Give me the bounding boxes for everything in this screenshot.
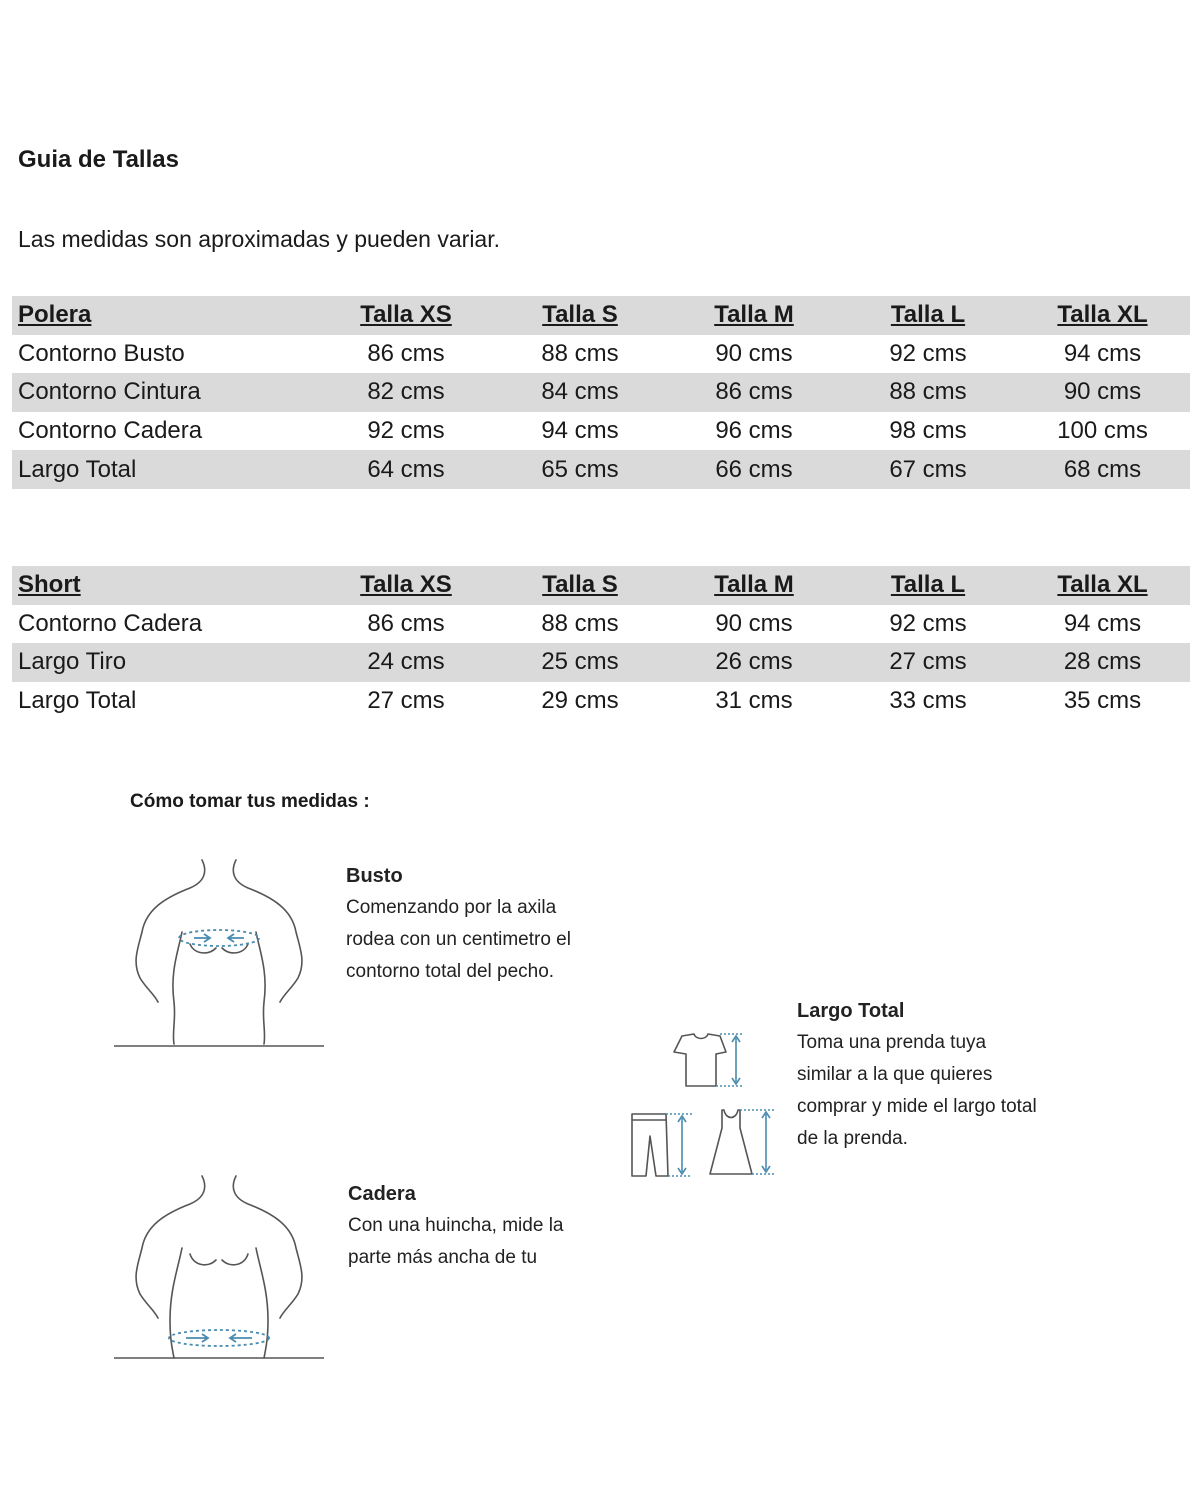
header-cell: Talla XS (319, 296, 493, 335)
largo-instructions (797, 995, 1037, 1155)
header-cell: Talla L (841, 296, 1015, 335)
header-cell: Talla XL (1015, 296, 1190, 335)
table-cell: 88 cms (541, 609, 619, 637)
row-label: Contorno Cadera (18, 609, 203, 637)
largo-line: similar a la que quieres (797, 1064, 993, 1085)
header-cell: Talla S (493, 296, 667, 335)
table-cell: 96 cms (715, 417, 793, 445)
table-row (12, 335, 1190, 374)
page-title: Guia de Tallas (18, 146, 179, 173)
header-cell: Short (12, 566, 319, 605)
table-cell: 64 cms (319, 450, 493, 489)
table-cell: 86 cms (667, 373, 841, 412)
table-row (12, 412, 1190, 451)
table-cell: 100 cms (1057, 417, 1148, 445)
busto-line: rodea con un centimetro el (346, 929, 571, 950)
table-row (12, 605, 1190, 644)
header-cell: Talla S (493, 566, 667, 605)
table-cell: 28 cms (1015, 643, 1190, 682)
header-cell: Polera (12, 296, 319, 335)
table-cell: 27 cms (841, 643, 1015, 682)
row-label: Contorno Cintura (12, 373, 319, 412)
torso-bust-icon (112, 852, 326, 1048)
table-cell: 90 cms (715, 339, 793, 367)
cadera-instructions (348, 1178, 563, 1274)
table-cell: 94 cms (1063, 339, 1142, 367)
table-cell: 29 cms (541, 687, 619, 715)
table-cell: 98 cms (889, 417, 967, 445)
table-cell: 90 cms (1015, 373, 1190, 412)
busto-instructions (346, 860, 571, 988)
table-cell: 33 cms (889, 687, 967, 715)
table-cell: 92 cms (367, 417, 445, 445)
table-cell: 31 cms (715, 687, 793, 715)
table-header-row (12, 566, 1190, 605)
polera-size-table (12, 296, 1190, 489)
row-label: Largo Tiro (12, 643, 319, 682)
header-cell: Talla L (841, 566, 1015, 605)
table-cell: 25 cms (493, 643, 667, 682)
table-cell: 27 cms (367, 687, 445, 715)
table-cell: 68 cms (1015, 450, 1190, 489)
page-subtitle: Las medidas son aproximadas y pueden variar. (18, 226, 501, 252)
largo-heading: Largo Total (797, 1000, 905, 1022)
table-cell: 90 cms (715, 609, 793, 637)
cadera-line: parte más ancha de tu (348, 1247, 538, 1268)
busto-heading: Busto (346, 865, 403, 887)
table-cell: 86 cms (367, 339, 445, 367)
table-cell: 92 cms (889, 339, 967, 367)
table-cell: 65 cms (493, 450, 667, 489)
table-cell: 24 cms (319, 643, 493, 682)
header-cell: Talla M (667, 296, 841, 335)
table-cell: 82 cms (319, 373, 493, 412)
table-row (12, 643, 1190, 682)
row-label: Contorno Cadera (18, 417, 203, 445)
row-label: Contorno Busto (18, 339, 185, 367)
table-cell: 88 cms (841, 373, 1015, 412)
table-cell: 94 cms (541, 417, 619, 445)
table-row (12, 682, 1190, 721)
table-cell: 35 cms (1063, 687, 1142, 715)
row-label: Largo Total (12, 450, 319, 489)
table-row (12, 373, 1190, 412)
pants-icon (626, 1110, 696, 1180)
table-row (12, 450, 1190, 489)
cadera-heading: Cadera (348, 1183, 416, 1205)
header-cell: Talla XL (1015, 566, 1190, 605)
largo-line: comprar y mide el largo total (797, 1096, 1037, 1117)
torso-hip-icon (112, 1170, 326, 1362)
table-cell: 88 cms (541, 339, 619, 367)
dress-icon (706, 1106, 778, 1180)
busto-line: Comenzando por la axila (346, 897, 557, 918)
header-cell: Talla M (667, 566, 841, 605)
table-cell: 67 cms (841, 450, 1015, 489)
table-cell: 84 cms (493, 373, 667, 412)
table-cell: 94 cms (1063, 609, 1142, 637)
largo-line: Toma una prenda tuya (797, 1032, 987, 1053)
table-cell: 26 cms (667, 643, 841, 682)
busto-line: contorno total del pecho. (346, 961, 555, 982)
howto-title: Cómo tomar tus medidas : (130, 791, 370, 812)
tshirt-icon (666, 1030, 746, 1090)
row-label: Largo Total (18, 687, 137, 715)
header-cell: Talla XS (319, 566, 493, 605)
table-cell: 86 cms (367, 609, 445, 637)
table-cell: 92 cms (889, 609, 967, 637)
table-header-row (12, 296, 1190, 335)
table-cell: 66 cms (667, 450, 841, 489)
cadera-line: Con una huincha, mide la (348, 1215, 564, 1236)
largo-line: de la prenda. (797, 1128, 908, 1149)
short-size-table (12, 566, 1190, 720)
